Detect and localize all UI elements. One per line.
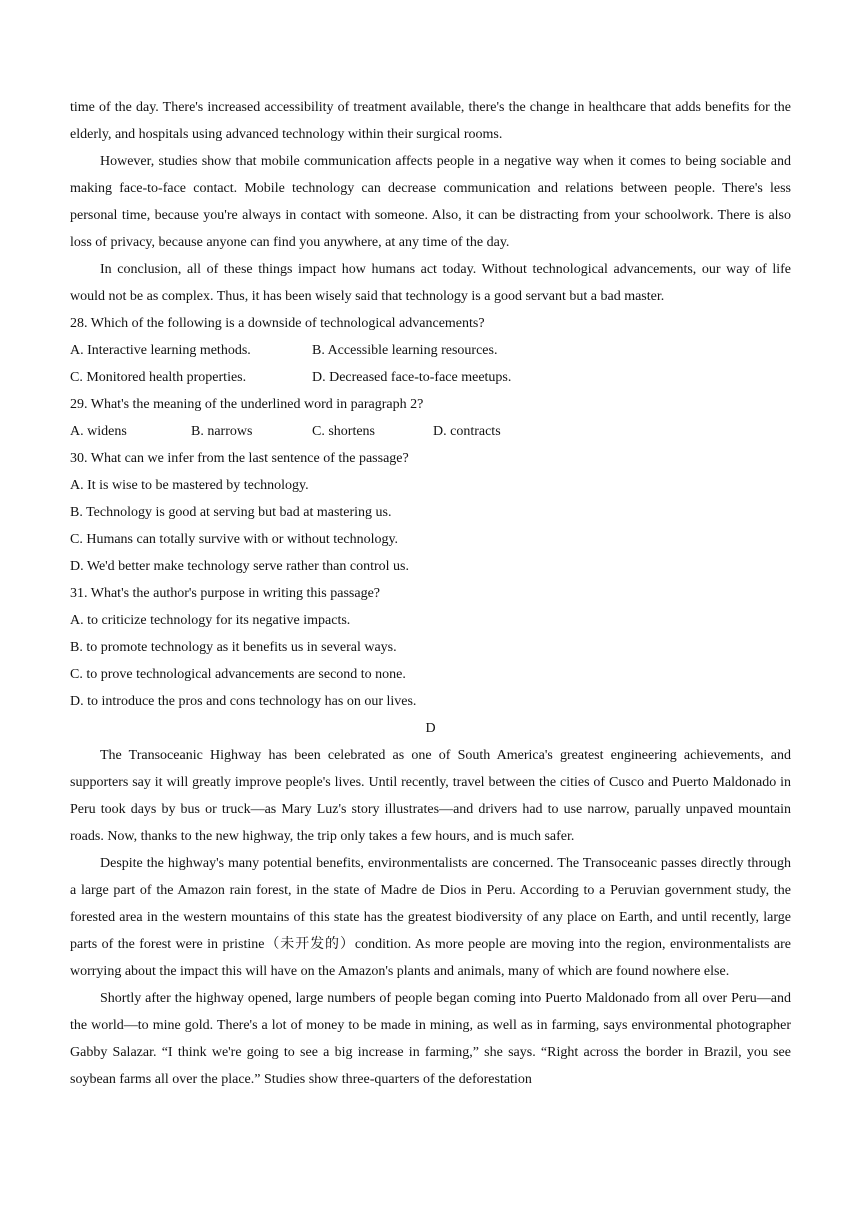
document-page (70, 94, 791, 1093)
option-b: B. Accessible learning resources. (312, 343, 498, 358)
option-b: B. narrows (191, 424, 253, 439)
paragraph: In conclusion, all of these things impact how humans act today. Without technological advancements, our way of life would not be as complex. Thus, it has been wisely said that technology is a good servant but a bad master. (70, 262, 791, 304)
option-a: A. widens (70, 424, 127, 439)
option-b: B. Technology is good at serving but bad at mastering us. (70, 505, 392, 520)
paragraph: time of the day. There's increased accessibility of treatment available, there's the change in healthcare that adds benefits for the elderly, and hospitals using advanced technology within their surgical rooms. (70, 100, 791, 142)
question-28-options-row1 (70, 337, 791, 364)
question-28-stem: 28. Which of the following is a downside of technological advancements? (70, 316, 485, 331)
option-d: D. We'd better make technology serve rather than control us. (70, 559, 409, 574)
option-c: C. shortens (312, 424, 375, 439)
question-28-options-row2 (70, 364, 791, 391)
option-a: A. to criticize technology for its negative impacts. (70, 613, 351, 628)
option-d: D. contracts (433, 424, 501, 439)
question-29-stem: 29. What's the meaning of the underlined word in paragraph 2? (70, 397, 424, 412)
option-d: D. to introduce the pros and cons technology has on our lives. (70, 694, 417, 709)
option-a: A. It is wise to be mastered by technology. (70, 478, 309, 493)
paragraph: Despite the highway's many potential benefits, environmentalists are concerned. The Transoceanic passes directly through a large part of the Amazon rain forest, in the state of Madre de Dios in Peru. According to a Peruvian government study, the forested area in the western mountains of this state has the greatest biodiversity of any place on Earth, and until recently, large parts of the forest were in pristine（未开发的）condition. As more people are moving into the region, environmentalists are worrying about the impact this will have on the Amazon's plants and animals, many of which are found nowhere else. (70, 856, 791, 979)
question-29-options (70, 418, 791, 445)
section-heading: D (425, 721, 436, 736)
option-c: C. Monitored health properties. (70, 370, 247, 385)
option-d: D. Decreased face-to-face meetups. (312, 370, 512, 385)
question-31-stem: 31. What's the author's purpose in writing this passage? (70, 586, 381, 601)
question-30-stem: 30. What can we infer from the last sentence of the passage? (70, 451, 409, 466)
option-c: C. Humans can totally survive with or without technology. (70, 532, 399, 547)
option-b: B. to promote technology as it benefits us in several ways. (70, 640, 397, 655)
paragraph: However, studies show that mobile communication affects people in a negative way when it comes to being sociable and making face-to-face contact. Mobile technology can decrease communication and relations between people. There's less personal time, because you're always in contact with someone. Also, it can be distracting from your schoolwork. There is also loss of privacy, because anyone can find you anywhere, at any time of the day. (70, 154, 791, 250)
paragraph: Shortly after the highway opened, large numbers of people began coming into Puerto Maldonado from all over Peru—and the world—to mine gold. There's a lot of money to be made in mining, as well as in farming, says environmental photographer Gabby Salazar. “I think we're going to see a big increase in farming,” she says. “Right across the border in Brazil, you see soybean farms all over the place.” Studies show three-quarters of the deforestation (70, 991, 791, 1087)
option-c: C. to prove technological advancements are second to none. (70, 667, 406, 682)
paragraph: The Transoceanic Highway has been celebrated as one of South America's greatest engineering achievements, and supporters say it will greatly improve people's lives. Until recently, travel between the cities of Cusco and Puerto Maldonado in Peru took days by bus or truck—as Mary Luz's story illustrates—and drivers had to use narrow, parually unpaved mountain roads. Now, thanks to the new highway, the trip only takes a few hours, and is much safer. (70, 748, 791, 844)
option-a: A. Interactive learning methods. (70, 343, 251, 358)
